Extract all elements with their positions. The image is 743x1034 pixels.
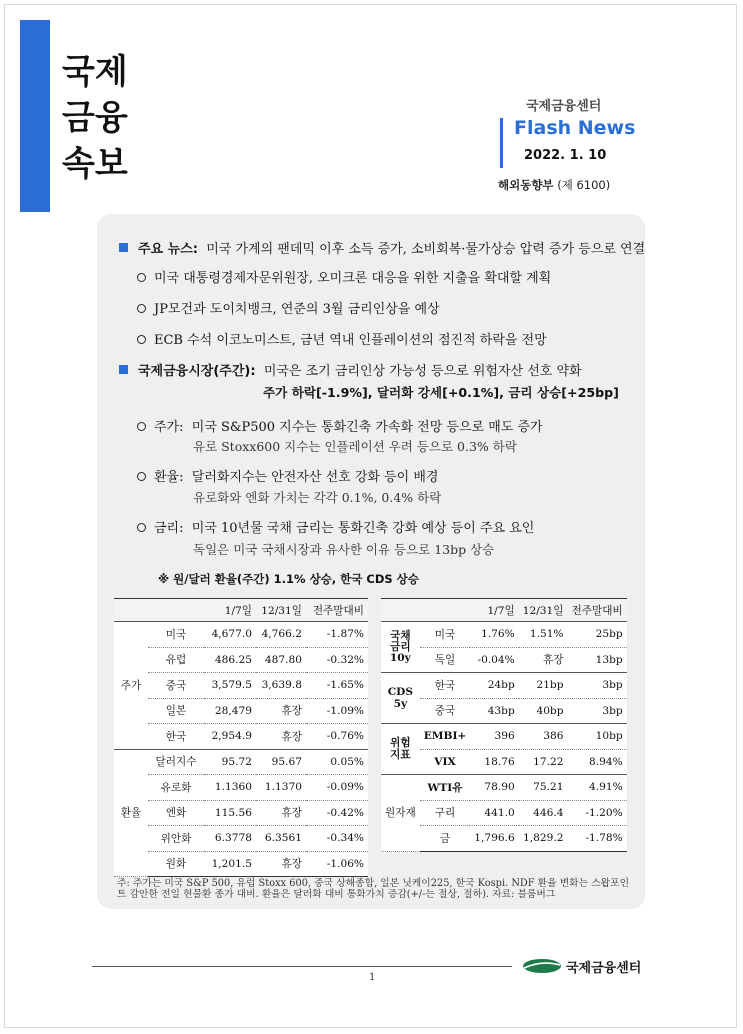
item-text: 달러화지수는 안전자산 선호 강화 등이 배경 <box>191 470 439 485</box>
cell: 휴장 <box>256 851 306 877</box>
cell: 486.25 <box>204 647 256 673</box>
row-label: 한국 <box>148 724 204 750</box>
row-label: 미국 <box>148 622 204 648</box>
table-header <box>381 599 627 622</box>
row-label: 구리 <box>420 800 471 826</box>
cell: -0.42% <box>306 800 368 826</box>
table-row <box>114 698 368 724</box>
cell: 1.1370 <box>256 775 306 801</box>
cell: -1.09% <box>306 698 368 724</box>
news-item-text: 미국 대통령경제자문위원장, 오미크론 대응을 위한 지출을 확대할 계획 <box>154 271 552 286</box>
group-label-line: 지표 <box>390 749 411 761</box>
circle-bullet-icon <box>137 472 146 481</box>
header-cell: 1/7일 <box>470 599 518 622</box>
cell: -1.65% <box>306 673 368 699</box>
group-label: 주가 <box>114 622 148 750</box>
cell: 4,766.2 <box>256 622 306 648</box>
cell: 4,677.0 <box>204 622 256 648</box>
circle-bullet-icon <box>137 304 146 313</box>
market-item-stock-sub: 유로 Stoxx600 지수는 인플레이션 우려 등으로 0.3% 하락 <box>193 439 517 454</box>
report-date: 2022. 1. 10 <box>524 148 607 163</box>
header-divider <box>500 118 503 168</box>
row-label: EMBI+ <box>420 724 471 750</box>
table-row <box>114 826 368 852</box>
row-label: 원화 <box>148 851 204 877</box>
group-label: 환율 <box>114 749 148 877</box>
row-label: 중국 <box>148 673 204 699</box>
news-heading-text: 미국 가계의 팬데믹 이후 소득 증가, 소비회복·물가상승 압력 증가 등으로 연결 <box>206 242 646 257</box>
cell: 40bp <box>519 698 568 724</box>
market-heading-text: 미국은 조기 금리인상 가능성 등으로 위험자산 선호 약화 <box>263 364 582 379</box>
cell: 115.56 <box>204 800 256 826</box>
cell: -0.34% <box>306 826 368 852</box>
cell: 3,579.5 <box>204 673 256 699</box>
table-left <box>114 598 368 877</box>
cell: 1.1360 <box>204 775 256 801</box>
cell: 3,639.8 <box>256 673 306 699</box>
group-label <box>381 724 420 775</box>
cell: -1.78% <box>568 826 627 852</box>
cell: 0.05% <box>306 749 368 775</box>
group-label <box>381 775 420 852</box>
header-cell: 1/7일 <box>204 599 256 622</box>
cell: 21bp <box>519 673 568 699</box>
table-row <box>381 622 627 648</box>
report-title <box>62 50 128 188</box>
cell: 2,954.9 <box>204 724 256 750</box>
header-cell: 전주말대비 <box>568 599 627 622</box>
cell: 18.76 <box>470 749 518 775</box>
row-label: 일본 <box>148 698 204 724</box>
table-row <box>381 775 627 801</box>
cell: 78.90 <box>470 775 518 801</box>
cell: -1.87% <box>306 622 368 648</box>
table-row <box>381 673 627 699</box>
group-label-line: 위험 <box>390 737 411 749</box>
cell: 10bp <box>568 724 627 750</box>
cell: 3bp <box>568 673 627 699</box>
cell: 95.72 <box>204 749 256 775</box>
group-label-line: CDS <box>387 686 413 698</box>
row-label: 달러지수 <box>148 749 204 775</box>
title-line-2: 금융 <box>62 98 128 138</box>
market-heading <box>119 360 582 379</box>
table-row <box>114 851 368 877</box>
header-cell: 전주말대비 <box>306 599 368 622</box>
cell: 6.3561 <box>256 826 306 852</box>
row-label: 유럽 <box>148 647 204 673</box>
row-label: 중국 <box>420 698 471 724</box>
item-label: 주가: <box>154 420 184 435</box>
cell: 1.51% <box>519 622 568 648</box>
news-item <box>137 329 547 348</box>
flash-news-title: Flash News <box>514 117 636 139</box>
table-row <box>114 724 368 750</box>
circle-bullet-icon <box>137 422 146 431</box>
cell: -0.76% <box>306 724 368 750</box>
table-footnote: 주: 주가는 미국 S&P 500, 유럽 Stoxx 600, 중국 상해종합, 일본 닛케이225, 한국 Kospi. NDF 환율 변화는 스왑포인트 감안한 전일 현물환 종가 대비. 환율은 달러화 대비 통화가치 증감(+/-는 절상, 절하). 자료: 블룸버그 <box>117 878 630 900</box>
row-label: 엔화 <box>148 800 204 826</box>
cell: 1,796.6 <box>470 826 518 852</box>
item-text: 미국 10년물 국채 금리는 통화긴축 강화 예상 등이 주요 요인 <box>191 521 535 536</box>
table-row <box>381 724 627 750</box>
cell: 28,479 <box>204 698 256 724</box>
cell: 3bp <box>568 698 627 724</box>
item-text: 미국 S&P500 지수는 통화긴축 가속화 전망 등으로 매도 증가 <box>191 420 543 435</box>
group-label <box>381 622 420 673</box>
market-item-fx-sub: 유로화와 엔화 가치는 각각 0.1%, 0.4% 하락 <box>193 490 442 505</box>
header-cell: 12/31일 <box>256 599 306 622</box>
market-item-rate <box>137 517 534 536</box>
cell: 휴장 <box>256 724 306 750</box>
cell: 6.3778 <box>204 826 256 852</box>
row-label: 위안화 <box>148 826 204 852</box>
news-item-text: ECB 수석 이코노미스트, 금년 역내 인플레이션의 점진적 하락을 전망 <box>154 333 547 348</box>
header-cell: 12/31일 <box>519 599 568 622</box>
row-label: 금 <box>420 826 471 852</box>
cell: -1.20% <box>568 800 627 826</box>
accent-bar <box>20 20 50 212</box>
row-label: VIX <box>420 749 471 775</box>
cell: 1,201.5 <box>204 851 256 877</box>
cell: -0.09% <box>306 775 368 801</box>
group-label-line: 5y <box>393 698 408 710</box>
cell: 25bp <box>568 622 627 648</box>
table-row <box>114 647 368 673</box>
circle-bullet-icon <box>137 523 146 532</box>
group-label-line: 국채 <box>390 629 411 642</box>
row-label: 독일 <box>420 647 471 673</box>
logo-icon <box>522 958 562 974</box>
group-label-line: 금리 <box>390 640 411 653</box>
market-heading-label: 국제금융시장(주간): <box>138 364 256 379</box>
table-row <box>114 800 368 826</box>
circle-bullet-icon <box>137 273 146 282</box>
title-line-1: 국제 <box>62 52 128 92</box>
footer-org: 국제금융센터 <box>566 961 642 976</box>
row-label: 유로화 <box>148 775 204 801</box>
cell: 13bp <box>568 647 627 673</box>
square-bullet-icon <box>119 365 128 374</box>
cell: 75.21 <box>519 775 568 801</box>
cell: 17.22 <box>519 749 568 775</box>
group-label-line: 10y <box>389 651 411 664</box>
item-label: 환율: <box>154 470 184 485</box>
circle-bullet-icon <box>137 335 146 344</box>
cell: 446.4 <box>519 800 568 826</box>
cell: 396 <box>470 724 518 750</box>
market-item-rate-sub: 독일은 미국 국채시장과 유사한 이유 등으로 13bp 상승 <box>193 542 495 557</box>
cell: -1.06% <box>306 851 368 877</box>
market-summary: 주가 하락[-1.9%], 달러화 강세[+0.1%], 금리 상승[+25bp] <box>263 385 619 400</box>
cell: 441.0 <box>470 800 518 826</box>
row-label: 미국 <box>420 622 471 648</box>
dept-name: 해외동향부 <box>498 178 554 192</box>
report-dept <box>498 177 610 193</box>
cell: 휴장 <box>256 698 306 724</box>
issue-number: (제 6100) <box>557 178 611 192</box>
table-row <box>114 622 368 648</box>
market-item-stock <box>137 416 543 435</box>
page-number: 1 <box>369 972 376 983</box>
table-header <box>114 599 368 622</box>
cell: 8.94% <box>568 749 627 775</box>
header-org: 국제금융센터 <box>526 99 602 114</box>
table-row <box>114 673 368 699</box>
row-label: 한국 <box>420 673 471 699</box>
table-row <box>114 775 368 801</box>
cell: -0.32% <box>306 647 368 673</box>
group-label <box>381 673 420 724</box>
cell: -0.04% <box>470 647 518 673</box>
market-item-fx <box>137 466 438 485</box>
square-bullet-icon <box>119 243 128 252</box>
news-item <box>137 267 551 286</box>
cell: 휴장 <box>256 800 306 826</box>
market-note: ※ 원/달러 환율(주간) 1.1% 상승, 한국 CDS 상승 <box>158 572 419 586</box>
title-line-3: 속보 <box>62 144 128 184</box>
cell: 487.80 <box>256 647 306 673</box>
cell: 4.91% <box>568 775 627 801</box>
news-heading <box>119 238 645 257</box>
cell: 1.76% <box>470 622 518 648</box>
table-row <box>114 749 368 775</box>
group-label-line: 원자재 <box>385 807 416 820</box>
cell: 휴장 <box>519 647 568 673</box>
cell: 95.67 <box>256 749 306 775</box>
footer-divider <box>92 966 512 967</box>
cell: 24bp <box>470 673 518 699</box>
table-right <box>381 598 627 852</box>
news-heading-label: 주요 뉴스: <box>138 242 198 257</box>
cell: 1,829.2 <box>519 826 568 852</box>
news-item <box>137 298 440 317</box>
row-label: WTI유 <box>420 775 471 801</box>
cell: 43bp <box>470 698 518 724</box>
item-label: 금리: <box>154 521 184 536</box>
cell: 386 <box>519 724 568 750</box>
news-item-text: JP모건과 도이치뱅크, 연준의 3월 금리인상을 예상 <box>154 302 440 317</box>
